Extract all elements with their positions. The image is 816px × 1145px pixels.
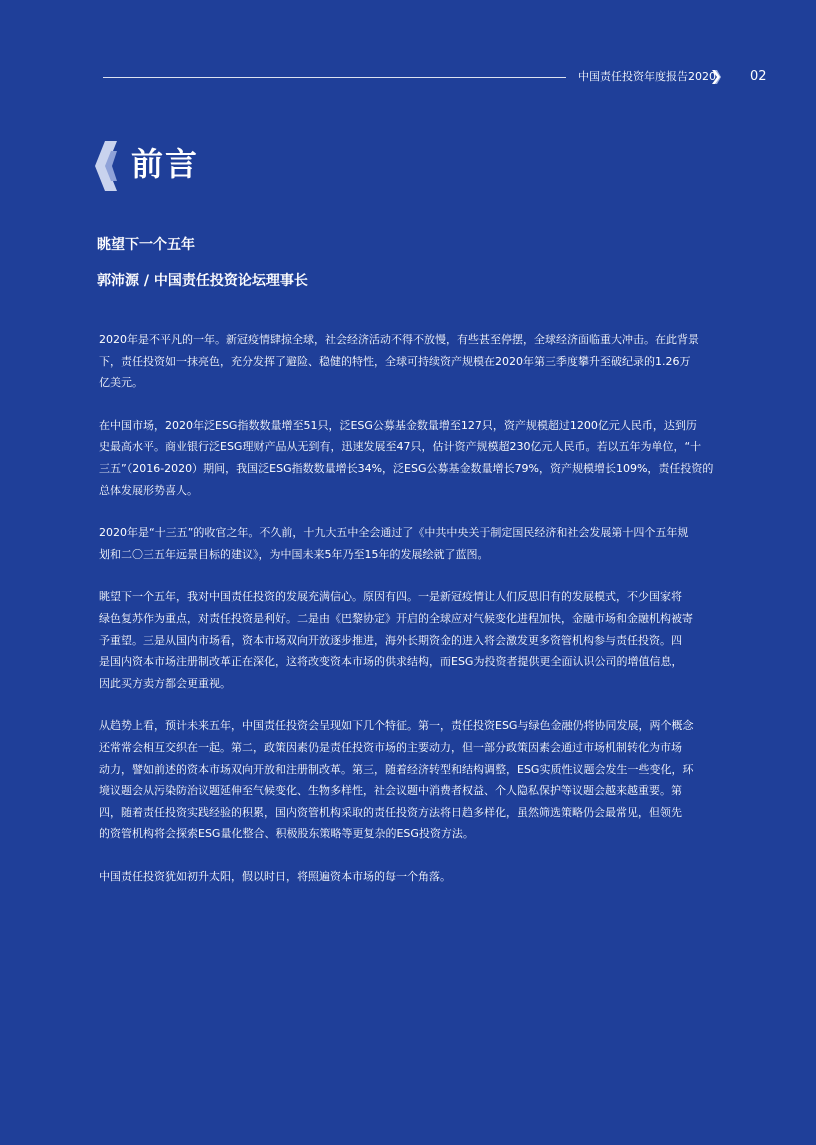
page-title: 前言 [131,145,200,183]
page-number: 02 [750,69,767,84]
paragraph: 从趋势上看，预计未来五年，中国责任投资会呈现如下几个特征。第一，责任投资ESG与绿色金融仍将协同发展，两个概念 还常常会相互交织在一起。第二，政策因素仍是责任投资市场的主要动力，但一部分政策因素会通过市场机制转化为市场 动力，譬如前述的资本市场双向开放和注册制改革。第三，随着经济转型和结构调整，ESG实质性议题会发生一些变化，环 境议题会从污染防治议题延伸至气候变化、生物多样性，社会议题中消费者权益、个人隐私保护等议题会越来越重要。第 四，随着责任投资实践经验的积累，国内资管机构采取的责任投资方法将日趋多样化，虽然筛选策略仍会最常见，但领先 的资管机构将会探索ESG量化整合、积极股东策略等更复杂的ESG投资方法。 [99,719,694,841]
paragraph: 2020年是“十三五”的收官之年。不久前，十九大五中全会通过了《中共中央关于制定国民经济和社会发展第十四个五年规 划和二〇三五年远景目标的建议》，为中国未来5年乃至15年的发展绘就了蓝图。 [99,526,689,561]
header-divider [103,77,566,78]
article-subtitle: 眺望下一个五年 [97,237,195,253]
body-text [99,329,719,908]
paragraph: 在中国市场，2020年泛ESG指数数量增至51只，泛ESG公募基金数量增至127只，资产规模超过1200亿元人民币，达到历 史最高水平。商业银行泛ESG理财产品从无到有，迅速发展至47只，估计资产规模超230亿元人民币。若以五年为单位，“十 三五”（2016-2020）期间，我国泛ESG指数数量增长34%，泛ESG公募基金数量增长79%，资产规模增长109%，责任投资的 总体发展形势喜人。 [99,418,714,497]
paragraph: 眺望下一个五年，我对中国责任投资的发展充满信心。原因有四。一是新冠疫情让人们反思旧有的发展模式，不少国家将 绿色复苏作为重点，对责任投资是利好。二是由《巴黎协定》开启的全球应对气候变化进程加快，金融市场和金融机构被寄 予重望。三是从国内市场看，资本市场双向开放逐步推进，海外长期资金的进入将会激发更多资管机构参与责任投资。四 是国内资本市场注册制改革正在深化，这将改变资本市场的供求结构，而ESG为投资者提供更全面认识公司的增值信息， 因此买方卖方都会更重视。 [99,590,693,690]
paragraph: 中国责任投资犹如初升太阳，假以时日，将照遍资本市场的每一个角落。 [99,869,451,883]
chevron-left-icon [95,141,117,191]
report-title: 中国责任投资年度报告2020 [578,70,716,83]
author-line: 郭沛源 / 中国责任投资论坛理事长 [97,273,308,289]
chevron-right-icon [712,70,721,84]
paragraph: 2020年是不平凡的一年。新冠疫情肆掠全球，社会经济活动不得不放慢，有些甚至停摆，全球经济面临重大冲击。在此背景 下，责任投资如一抹亮色，充分发挥了避险、稳健的特性，全球可持续资产规模在2020年第三季度攀升至破纪录的1.26万 亿美元。 [99,333,699,390]
